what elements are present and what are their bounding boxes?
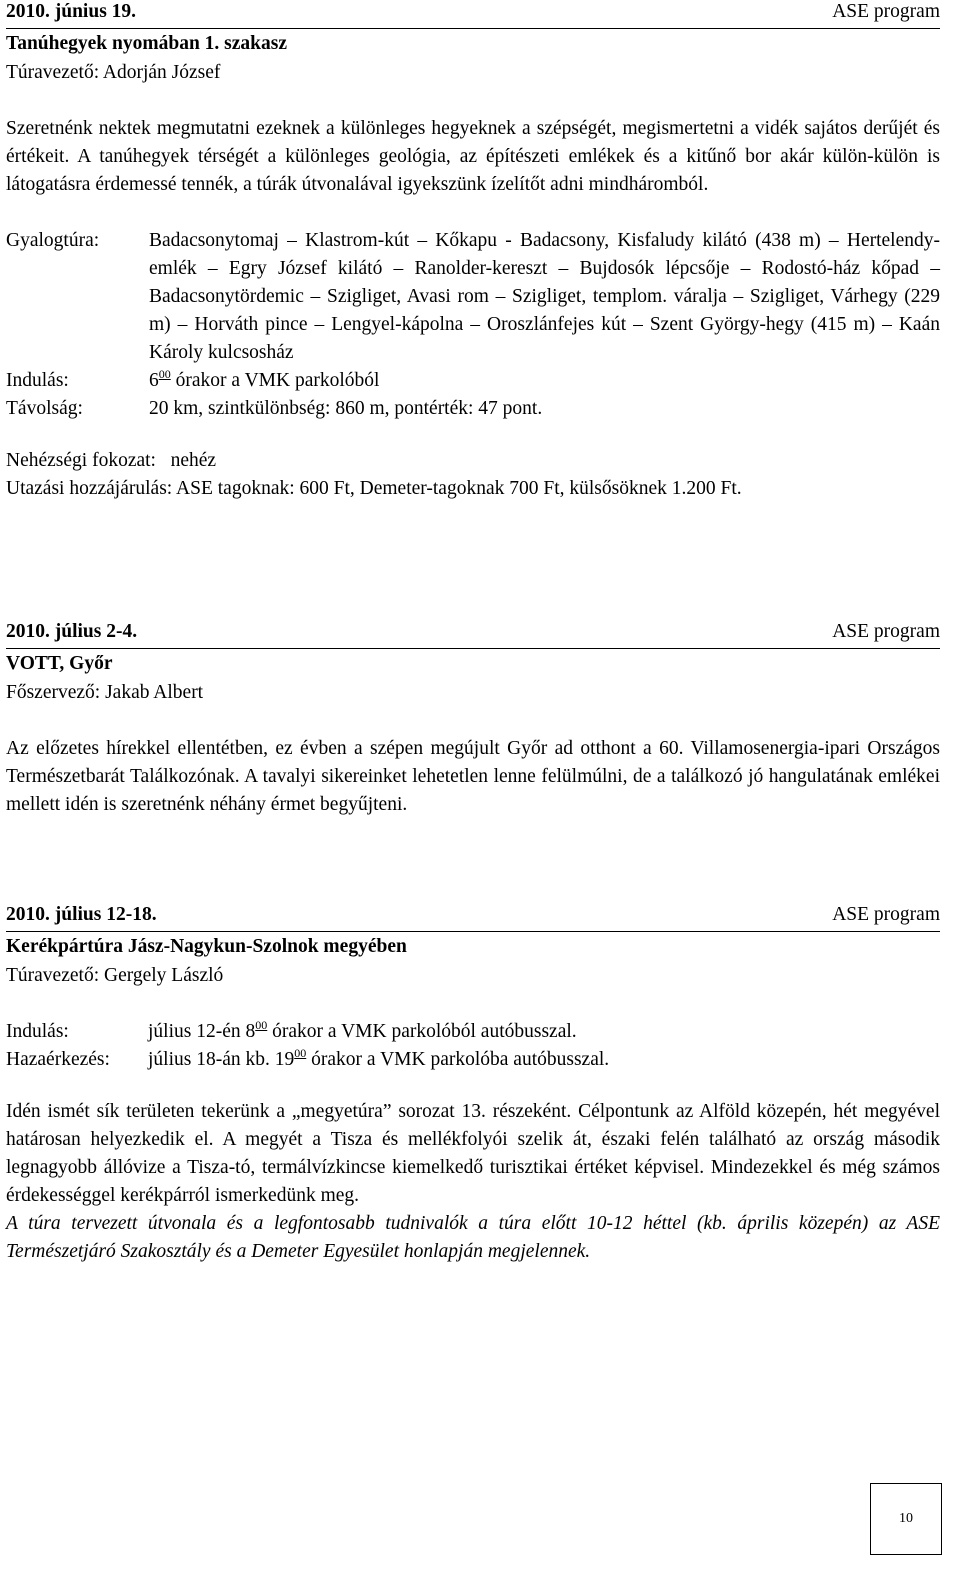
event-header bbox=[6, 903, 940, 932]
route-label: Gyalogtúra: bbox=[6, 230, 100, 251]
event-kerekpartura bbox=[6, 903, 940, 1266]
difficulty-value: nehéz bbox=[170, 450, 217, 471]
distance-text: 20 km, szintkülönbség: 860 m, pontérték: 47 pont. bbox=[149, 398, 543, 419]
difficulty-row bbox=[6, 447, 940, 475]
route-text: Badacsonytomaj – Klastrom-kút – Kőkapu - Badacsony, Kisfaludy kilátó (438 m) – Hertelendy-emlék – Egry József kilátó – Ranolder-kereszt – Bujdosók lépcsője – Rodostó-ház kőpad – Badacsonytördemic – Szigliget, Avasi rom – Szigliget, templom. váralja – Szigliget, Várhegy (229 m) – Horváth pince – Lengyel-kápolna – Oroszlánfejes kút – Szent György-hegy (415 m) – Kaán Károly kulcsosház bbox=[149, 230, 940, 363]
event-vott bbox=[6, 620, 940, 819]
route-row bbox=[6, 227, 940, 367]
event-date: 2010. július 2-4. bbox=[6, 621, 138, 642]
fee-label: Utazási hozzájárulás: bbox=[6, 478, 173, 499]
difficulty-label: Nehézségi fokozat: bbox=[6, 450, 156, 471]
distance-row bbox=[6, 395, 940, 423]
event-date: 2010. július 12-18. bbox=[6, 904, 157, 925]
page-number: 10 bbox=[870, 1483, 942, 1555]
event-leader: Főszervező: Jakab Albert bbox=[6, 682, 204, 703]
arrival-minute: 00 bbox=[294, 1045, 307, 1060]
event-date: 2010. június 19. bbox=[6, 1, 137, 22]
fee-value: ASE tagoknak: 600 Ft, Demeter-tagoknak 700 Ft, külsősöknek 1.200 Ft. bbox=[176, 478, 742, 499]
event-description: Az előzetes hírekkel ellentétben, ez évben a szépen megújult Győr ad otthont a 60. Villamosenergia-ipari Országos Természetbarát Találkozónak. A tavalyi sikereinket lehetetlen lenne felülmúlni, de a találkozó jó hangulatának emlékei mellett idén is szeretnénk néhány érmet begyűjteni. bbox=[6, 738, 940, 815]
event-description: Szeretnénk nektek megmutatni ezeknek a különleges hegyeknek a szépségét, megismertetni a vidék sajátos derűjét és értékeit. A tanúhegyek térségét a különleges geológia, az építészeti emlékek és a kitűnő bor akár külön-külön is látogatásra érdemessé tennék, a túrák útvonalával igyekszünk ízelítőt adni mindháromból. bbox=[6, 118, 940, 195]
event-title: VOTT, Győr bbox=[6, 653, 113, 674]
start-label: Indulás: bbox=[6, 370, 69, 391]
event-note: A túra tervezett útvonala és a legfontosabb tudnivalók a túra előtt 10-12 héttel (kb. április közepén) az ASE Természetjáró Szakosztály és a Demeter Egyesület honlapján megjelennek. bbox=[6, 1213, 940, 1262]
arrival-label: Hazaérkezés: bbox=[6, 1049, 110, 1070]
fee-row bbox=[6, 475, 940, 503]
event-tanuhegyek bbox=[6, 0, 940, 503]
arrival-row bbox=[6, 1046, 940, 1074]
event-description: Idén ismét sík területen tekerünk a „megyetúra” sorozat 13. részeként. Célpontunk az Alföld közepén, hét megyével határosan helyezkedik el. A megyét a Tisza és mellékfolyói szelik át, északi felén található az ország második legnagyobb állóvize a Tisza-tó, termálvízkincse kiemelkedő turisztikai értéket képvisel. Mindezekkel és még számos érdekességgel kerékpárról ismerkedünk meg. bbox=[6, 1101, 940, 1206]
start-row bbox=[6, 1018, 940, 1046]
event-leader: Túravezető: Adorján József bbox=[6, 62, 221, 83]
start-row bbox=[6, 367, 940, 395]
distance-label: Távolság: bbox=[6, 398, 83, 419]
start-text: $6^{00}$ órakor a VMK parkolóból bbox=[149, 366, 380, 391]
event-title: Kerékpártúra Jász-Nagykun-Szolnok megyében bbox=[6, 936, 407, 957]
start-minute: 00 bbox=[255, 1017, 268, 1032]
event-header bbox=[6, 620, 940, 649]
arrival-text: július 18-án kb. $19^{00}$ órakor a VMK parkolóba autóbusszal. bbox=[148, 1045, 610, 1070]
event-program: ASE program bbox=[832, 904, 940, 925]
event-header bbox=[6, 0, 940, 29]
event-title: Tanúhegyek nyomában 1. szakasz bbox=[6, 33, 288, 54]
start-label: Indulás: bbox=[6, 1021, 69, 1042]
start-minute: 00 bbox=[158, 366, 171, 381]
event-program: ASE program bbox=[832, 621, 940, 642]
event-leader: Túravezető: Gergely László bbox=[6, 965, 224, 986]
event-program: ASE program bbox=[832, 1, 940, 22]
start-text: július 12-én $8^{00}$ órakor a VMK parkolóból autóbusszal. bbox=[148, 1017, 577, 1042]
